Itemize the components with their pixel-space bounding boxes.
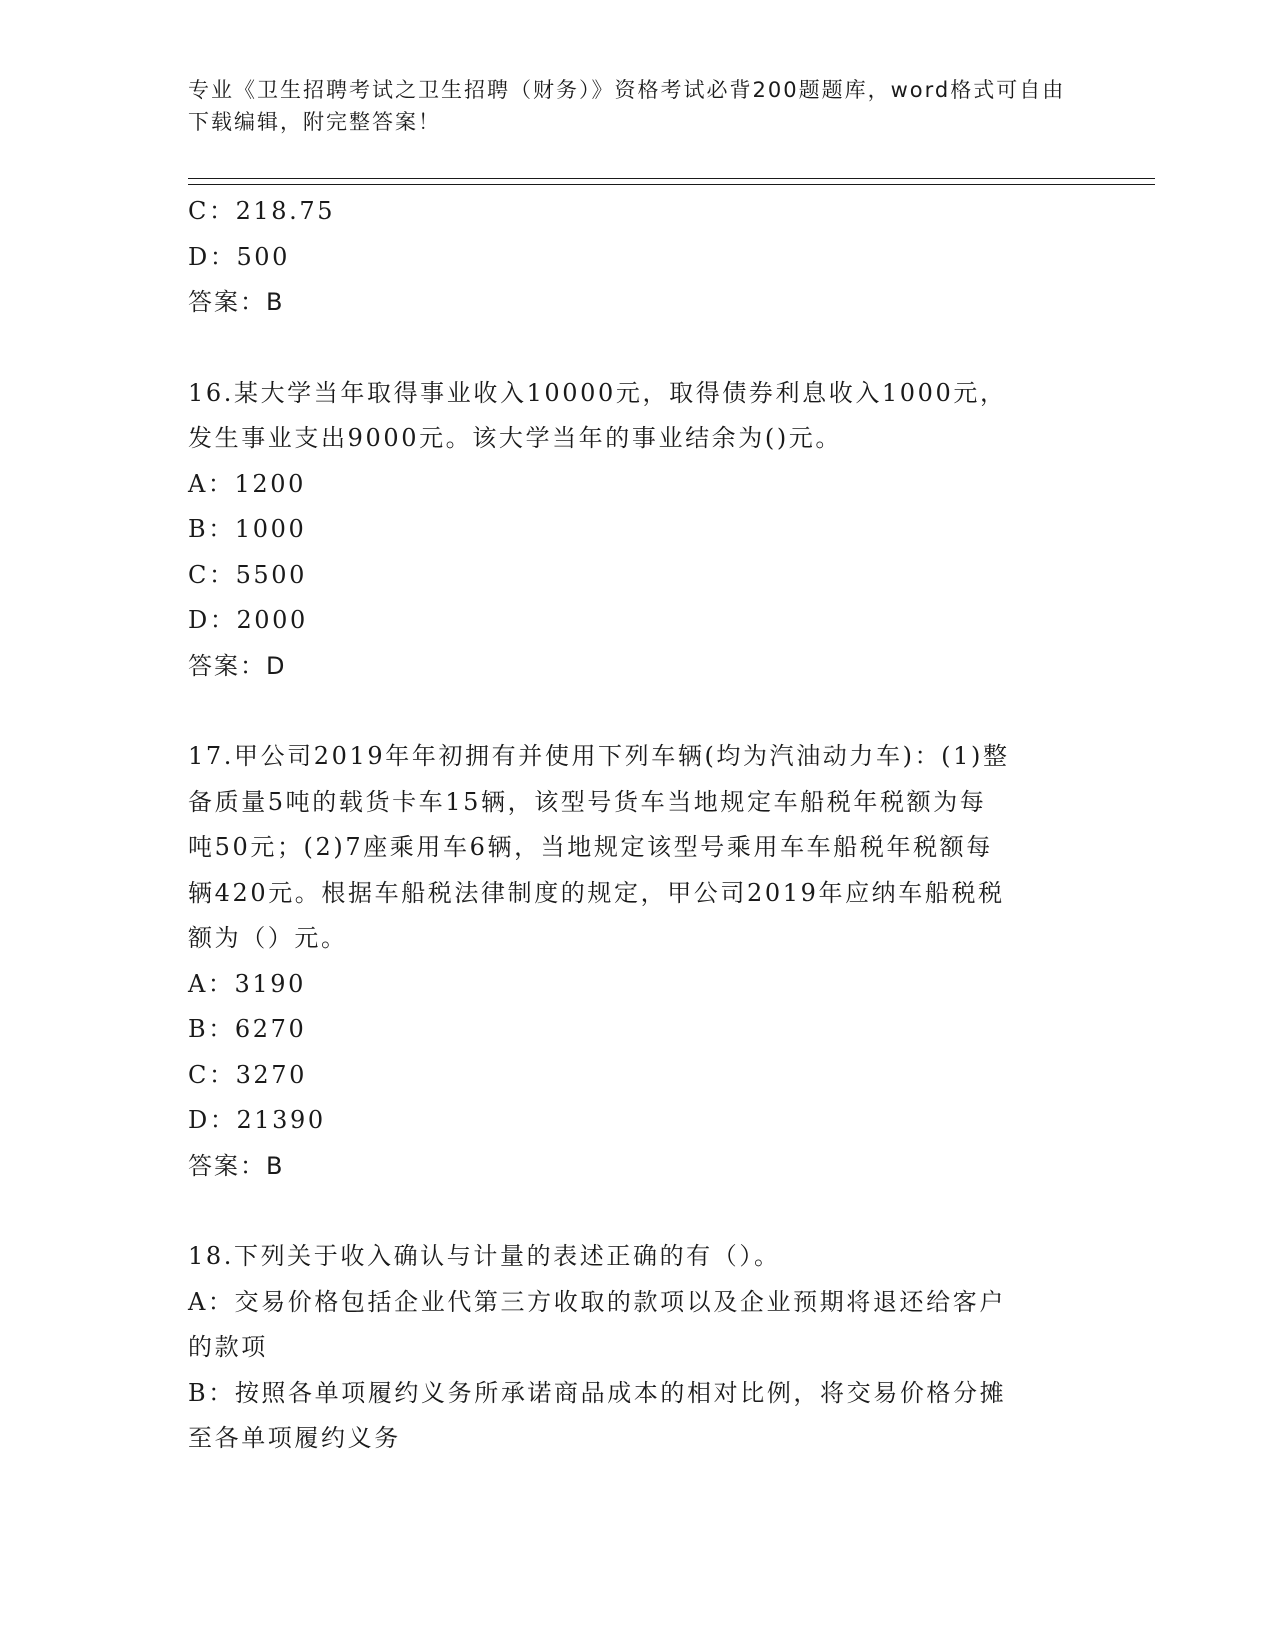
option-b: B：1000 [188,515,307,543]
question-16 [188,371,1088,690]
header-double-rule [188,178,1155,185]
option-a: A：1200 [188,469,307,498]
question-text-line: 备质量5吨的载货卡车15辆，该型号货车当地规定车船税年税额为每 [188,787,987,816]
question-text-line: 吨50元；(2)7座乘用车6辆，当地规定该型号乘用车车船税年税额每 [188,833,993,861]
option-b-line: B：按照各单项履约义务所承诺商品成本的相对比例，将交易价格分摊 [188,1378,1007,1407]
question-18 [188,1234,1088,1462]
question-text-line: 额为（）元。 [188,924,348,952]
answer-line: 答案：B [188,288,285,316]
option-d: D：2000 [188,606,308,634]
question-text-line: 18.下列关于收入确认与计量的表述正确的有（）。 [188,1242,781,1270]
page-header [188,74,1068,138]
option-a: A：3190 [188,969,307,998]
option-c: C：3270 [188,1060,308,1089]
question-text-line: 16.某大学当年取得事业收入10000元，取得债券利息收入1000元， [188,378,1007,407]
question-text-line: 17.甲公司2019年年初拥有并使用下列车辆(均为汽油动力车)：(1)整 [188,742,1010,770]
option-b-line: 至各单项履约义务 [188,1424,401,1452]
option-c: C：5500 [188,560,308,589]
previous-question-tail [188,189,1088,326]
question-text-line: 发生事业支出9000元。该大学当年的事业结余为()元。 [188,424,843,452]
option-d: D：21390 [188,1106,326,1134]
option-a-line: A：交易价格包括企业代第三方收取的款项以及企业预期将退还给客户 [188,1287,1006,1316]
answer-line: 答案：B [188,1151,285,1180]
option-d: D：500 [188,242,291,271]
option-a-line: 的款项 [188,1333,268,1361]
question-17 [188,734,1088,1189]
option-b: B：6270 [188,1015,307,1043]
question-text-line: 辆420元。根据车船税法律制度的规定，甲公司2019年应纳车船税税 [188,878,1005,907]
header-text: 专业《卫生招聘考试之卫生招聘（财务）》资格考试必背200题题库，word格式可自由下载编辑，附完整答案！ [188,78,1066,134]
document-body [188,189,1088,1462]
option-c: C：218.75 [188,197,336,225]
answer-line: 答案：D [188,651,287,680]
